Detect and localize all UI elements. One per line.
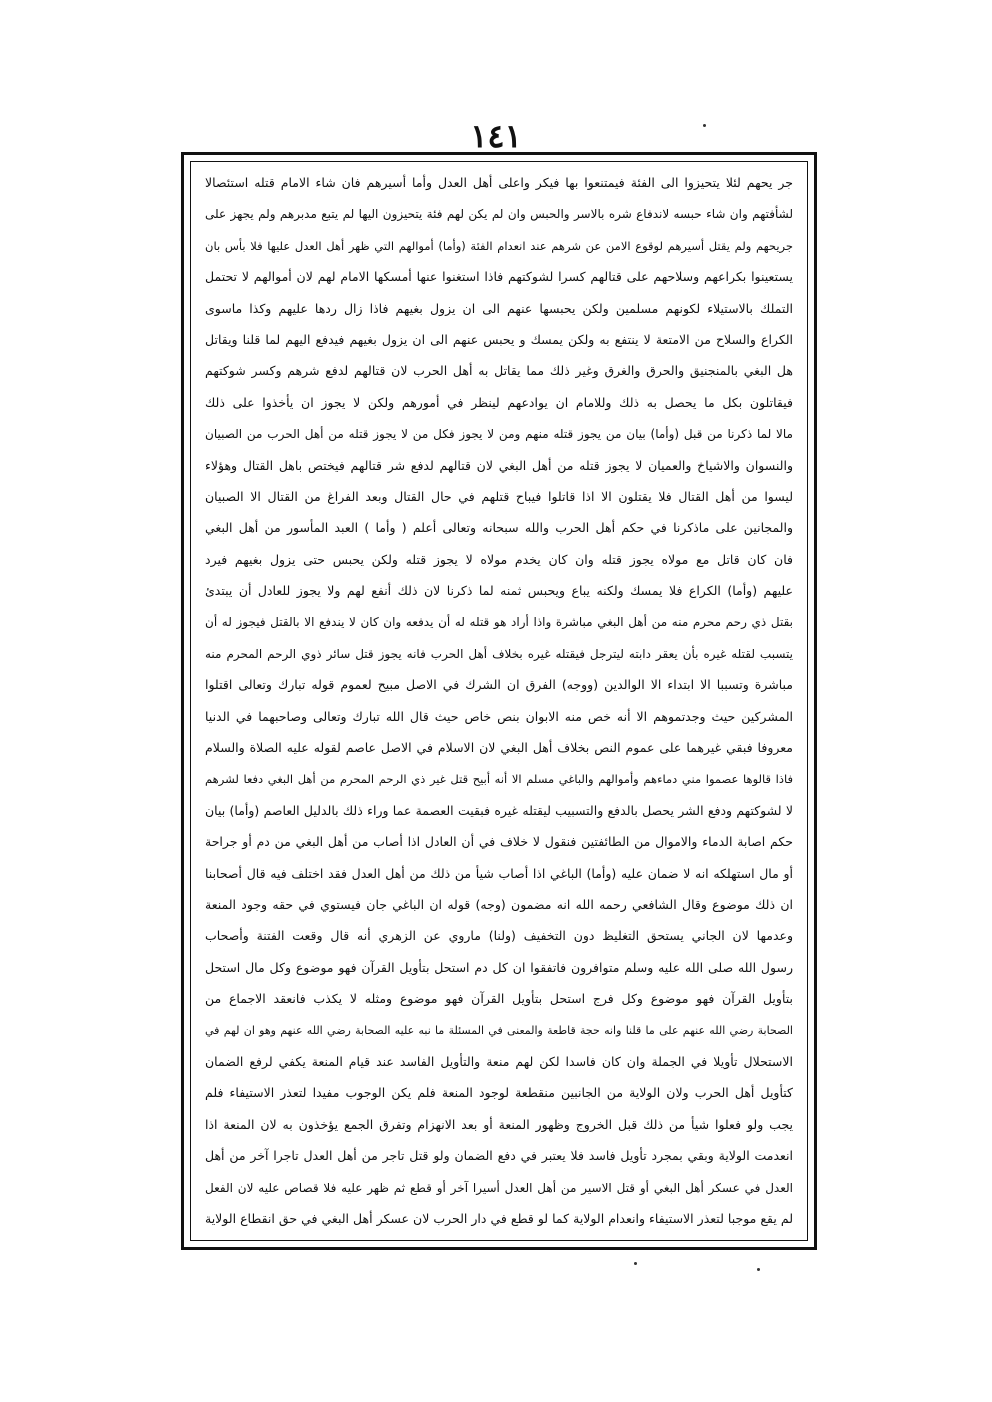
text-line: بتأويل القرآن فهو موضوع وكل فرج استحل بتأويل القرآن فهو موضوع ومثله لا يكذب فانعقد الاجماع من bbox=[205, 991, 793, 1007]
text-line: انعدمت الولاية وبقي بمجرد تأويل فاسد فلا يعتبر في دفع الضمان ولو قتل تاجر من أهل العدل تاجرا آخر من أهل bbox=[205, 1148, 793, 1164]
scan-speck bbox=[634, 1262, 637, 1265]
text-line: عليهم (وأما) الكراع فلا يمسك ولكنه يباع ويحبس ثمنه لما ذكرنا لان ذلك أنفع لهم ولا يجوز للعادل أن يبتدئ bbox=[205, 583, 793, 599]
text-line: لا لشوكتهم ودفع الشر يحصل بالدفع والتسبيب ليقتله غيره فبقيت العصمة عما وراء ذلك بالدليل العاصم (وأما) بيان bbox=[205, 802, 793, 818]
text-line: يستعينوا بكراعهم وسلاحهم على قتالهم كسرا لشوكتهم فاذا استغنوا عنها أمسكها الامام لهم لان أموالهم لا تحتمل bbox=[205, 269, 793, 285]
page-number: ١٤١ bbox=[470, 117, 522, 155]
text-frame-outer bbox=[181, 152, 817, 1250]
text-line: والنسوان والاشياخ والعميان لا يجوز قتله من أهل البغي لان قتالهم لدفع شر قتالهم فيختص باهل القتال وهؤلاء bbox=[205, 457, 793, 473]
scan-speck bbox=[757, 1268, 760, 1271]
text-line: حكم اصابة الدماء والاموال من الطائفتين فنقول لا خلاف في أن العادل اذا أصاب من أهل البغي من دم أو جراحة bbox=[205, 834, 793, 850]
text-line: والمجانين على ماذكرنا في حكم أهل الحرب والله سبحانه وتعالى أعلم ( وأما ) العبد المأسور من أهل البغي bbox=[205, 520, 793, 536]
text-frame-inner bbox=[190, 161, 808, 1241]
text-line: رسول الله صلى الله عليه وسلم متوافرون فاتفقوا ان كل دم استحل بتأويل القرآن فهو موضوع وكل مال استحل bbox=[205, 959, 793, 975]
text-line: أو مال استهلكه انه لا ضمان عليه (وأما) الباغي اذا أصاب شيأ من ذلك من أهل العدل فقد اختلف فيه قال أصحابنا bbox=[205, 865, 793, 881]
text-line: بقتل ذي رحم محرم منه من أهل البغي مباشرة واذا أراد هو قتله له أن يدفعه وان كان لا يندفع الا بالقتل فيجوز له أن bbox=[205, 615, 793, 630]
text-line: لشأفتهم وان شاء حبسه لاندفاع شره بالاسر والحبس وان لم يكن لهم فئة يتحيزون اليها لم يتبع مدبرهم ولم يجهز على bbox=[205, 207, 793, 222]
text-line: ليسوا من أهل القتال فلا يقتلون الا اذا قاتلوا فيباح قتلهم في حال القتال وبعد الفراغ من القتال الا الصبيان bbox=[205, 488, 793, 504]
text-line: فيقاتلون بكل ما يحصل به ذلك وللامام ان يوادعهم لينظر في أمورهم ولكن لا يجوز ان يأخذوا على ذلك bbox=[205, 394, 793, 410]
text-line: يتسبب لقتله غيره بأن يعقر دابته ليترجل فيقتله غيره بخلاف أهل الحرب فانه يجوز قتل سائر ذوي الرحم المحرم منه bbox=[205, 646, 793, 661]
text-line: جريحهم ولم يقتل أسيرهم لوقوع الامن عن شرهم عند انعدام الفئة (وأما) أموالهم التي ظهر أهل العدل عليها فلا بأس بان bbox=[205, 238, 793, 253]
text-line: وعدمها لان الجاني يستحق التغليظ دون التخفيف (ولنا) ماروي عن الزهري أنه قال وقعت الفتنة وأصحاب bbox=[205, 928, 793, 944]
text-block bbox=[205, 168, 793, 1234]
text-line: فاذا قالوها عصموا مني دماءهم وأموالهم والباغي مسلم الا أنه أبيح قتل غير ذي الرحم المحرم من أهل البغي دفعا لشرهم bbox=[205, 772, 793, 787]
text-line: يجب ولو فعلوا شيأ من ذلك قبل الخروج وظهور المنعة أو بعد الانهزام وتفرق الجمع يؤخذون به لان المنعة اذا bbox=[205, 1116, 793, 1132]
text-line: العدل في عسكر أهل البغي أو قتل الاسير من أهل العدل أسيرا آخر أو قطع ثم ظهر عليه فلا قصاص عليه لان الفعل bbox=[205, 1180, 793, 1195]
scan-speck bbox=[703, 124, 706, 127]
text-line: الاستحلال تأويلا في الجملة وان كان فاسدا لكن لهم منعة والتأويل الفاسد عند قيام المنعة يكفي لرفع الضمان bbox=[205, 1053, 793, 1069]
text-line: الصحابة رضي الله عنهم على ما قلنا وانه حجة قاطعة والمعنى في المسئلة ما نبه عليه الصحابة رضي الله عنهم وهو ان لهم في bbox=[205, 1023, 793, 1037]
text-line: التملك بالاستيلاء لكونهم مسلمين ولكن يحبسها عنهم الى ان يزول بغيهم فاذا زال ردها عليهم وكذا ماسوى bbox=[205, 300, 793, 316]
text-line: فان كان قاتل مع مولاه يجوز قتله وان كان يخدم مولاه لا يجوز قتله ولكن يحبس حتى يزول بغيهم فيرد bbox=[205, 551, 793, 567]
text-line: كتأويل أهل الحرب ولان الولاية من الجانبين منقطعة لوجود المنعة فلم يكن الوجوب مفيدا لتعذر الاستيفاء فلم bbox=[205, 1085, 793, 1101]
text-line: معروفا فبقي غيرهما على عموم النص بخلاف أهل البغي لان الاسلام في الاصل عاصم لقوله عليه الصلاة والسلام bbox=[205, 740, 793, 756]
text-line: لم يقع موجبا لتعذر الاستيفاء وانعدام الولاية كما لو قطع في دار الحرب لان عسكر أهل البغي في حق انقطاع الولاية bbox=[205, 1210, 793, 1226]
text-line: مباشرة وتسببا الا ابتداء الا الوالدين (ووجه) الفرق ان الشرك في الاصل مبيح لعموم قوله تبارك وتعالى اقتلوا bbox=[205, 677, 793, 693]
text-line: مالا لما ذكرنا من قبل (وأما) بيان من يجوز قتله منهم ومن لا يجوز فكل من لا يجوز قتله من أهل الحرب من الصبيان bbox=[205, 427, 793, 442]
text-line: هل البغي بالمنجنيق والحرق والغرق وغير ذلك مما يقاتل به أهل الحرب لان قتالهم لدفع شرهم وكسر شوكتهم bbox=[205, 363, 793, 379]
text-line: ان ذلك موضوع وقال الشافعي رحمه الله انه مضمون (وجه) قوله ان الباغي جان فيستوي في حقه وجود المنعة bbox=[205, 896, 793, 912]
text-line: الكراع والسلاح من الامتعة لا ينتفع به ولكن يمسك و يحبس عنهم الى ان يزول بغيهم فيدفع اليهم لما قلنا ويقاتل bbox=[205, 331, 793, 347]
text-line: جر يحهم لئلا يتحيزوا الى الفئة فيمتنعوا بها فيكر واعلى أهل العدل وأما أسيرهم فان شاء الامام قتله استئصالا bbox=[205, 175, 793, 190]
text-line: المشركين حيث وجدتموهم الا أنه خص منه الابوان بنص خاص حيث قال الله تبارك وتعالى وصاحبهما في الدنيا bbox=[205, 708, 793, 724]
